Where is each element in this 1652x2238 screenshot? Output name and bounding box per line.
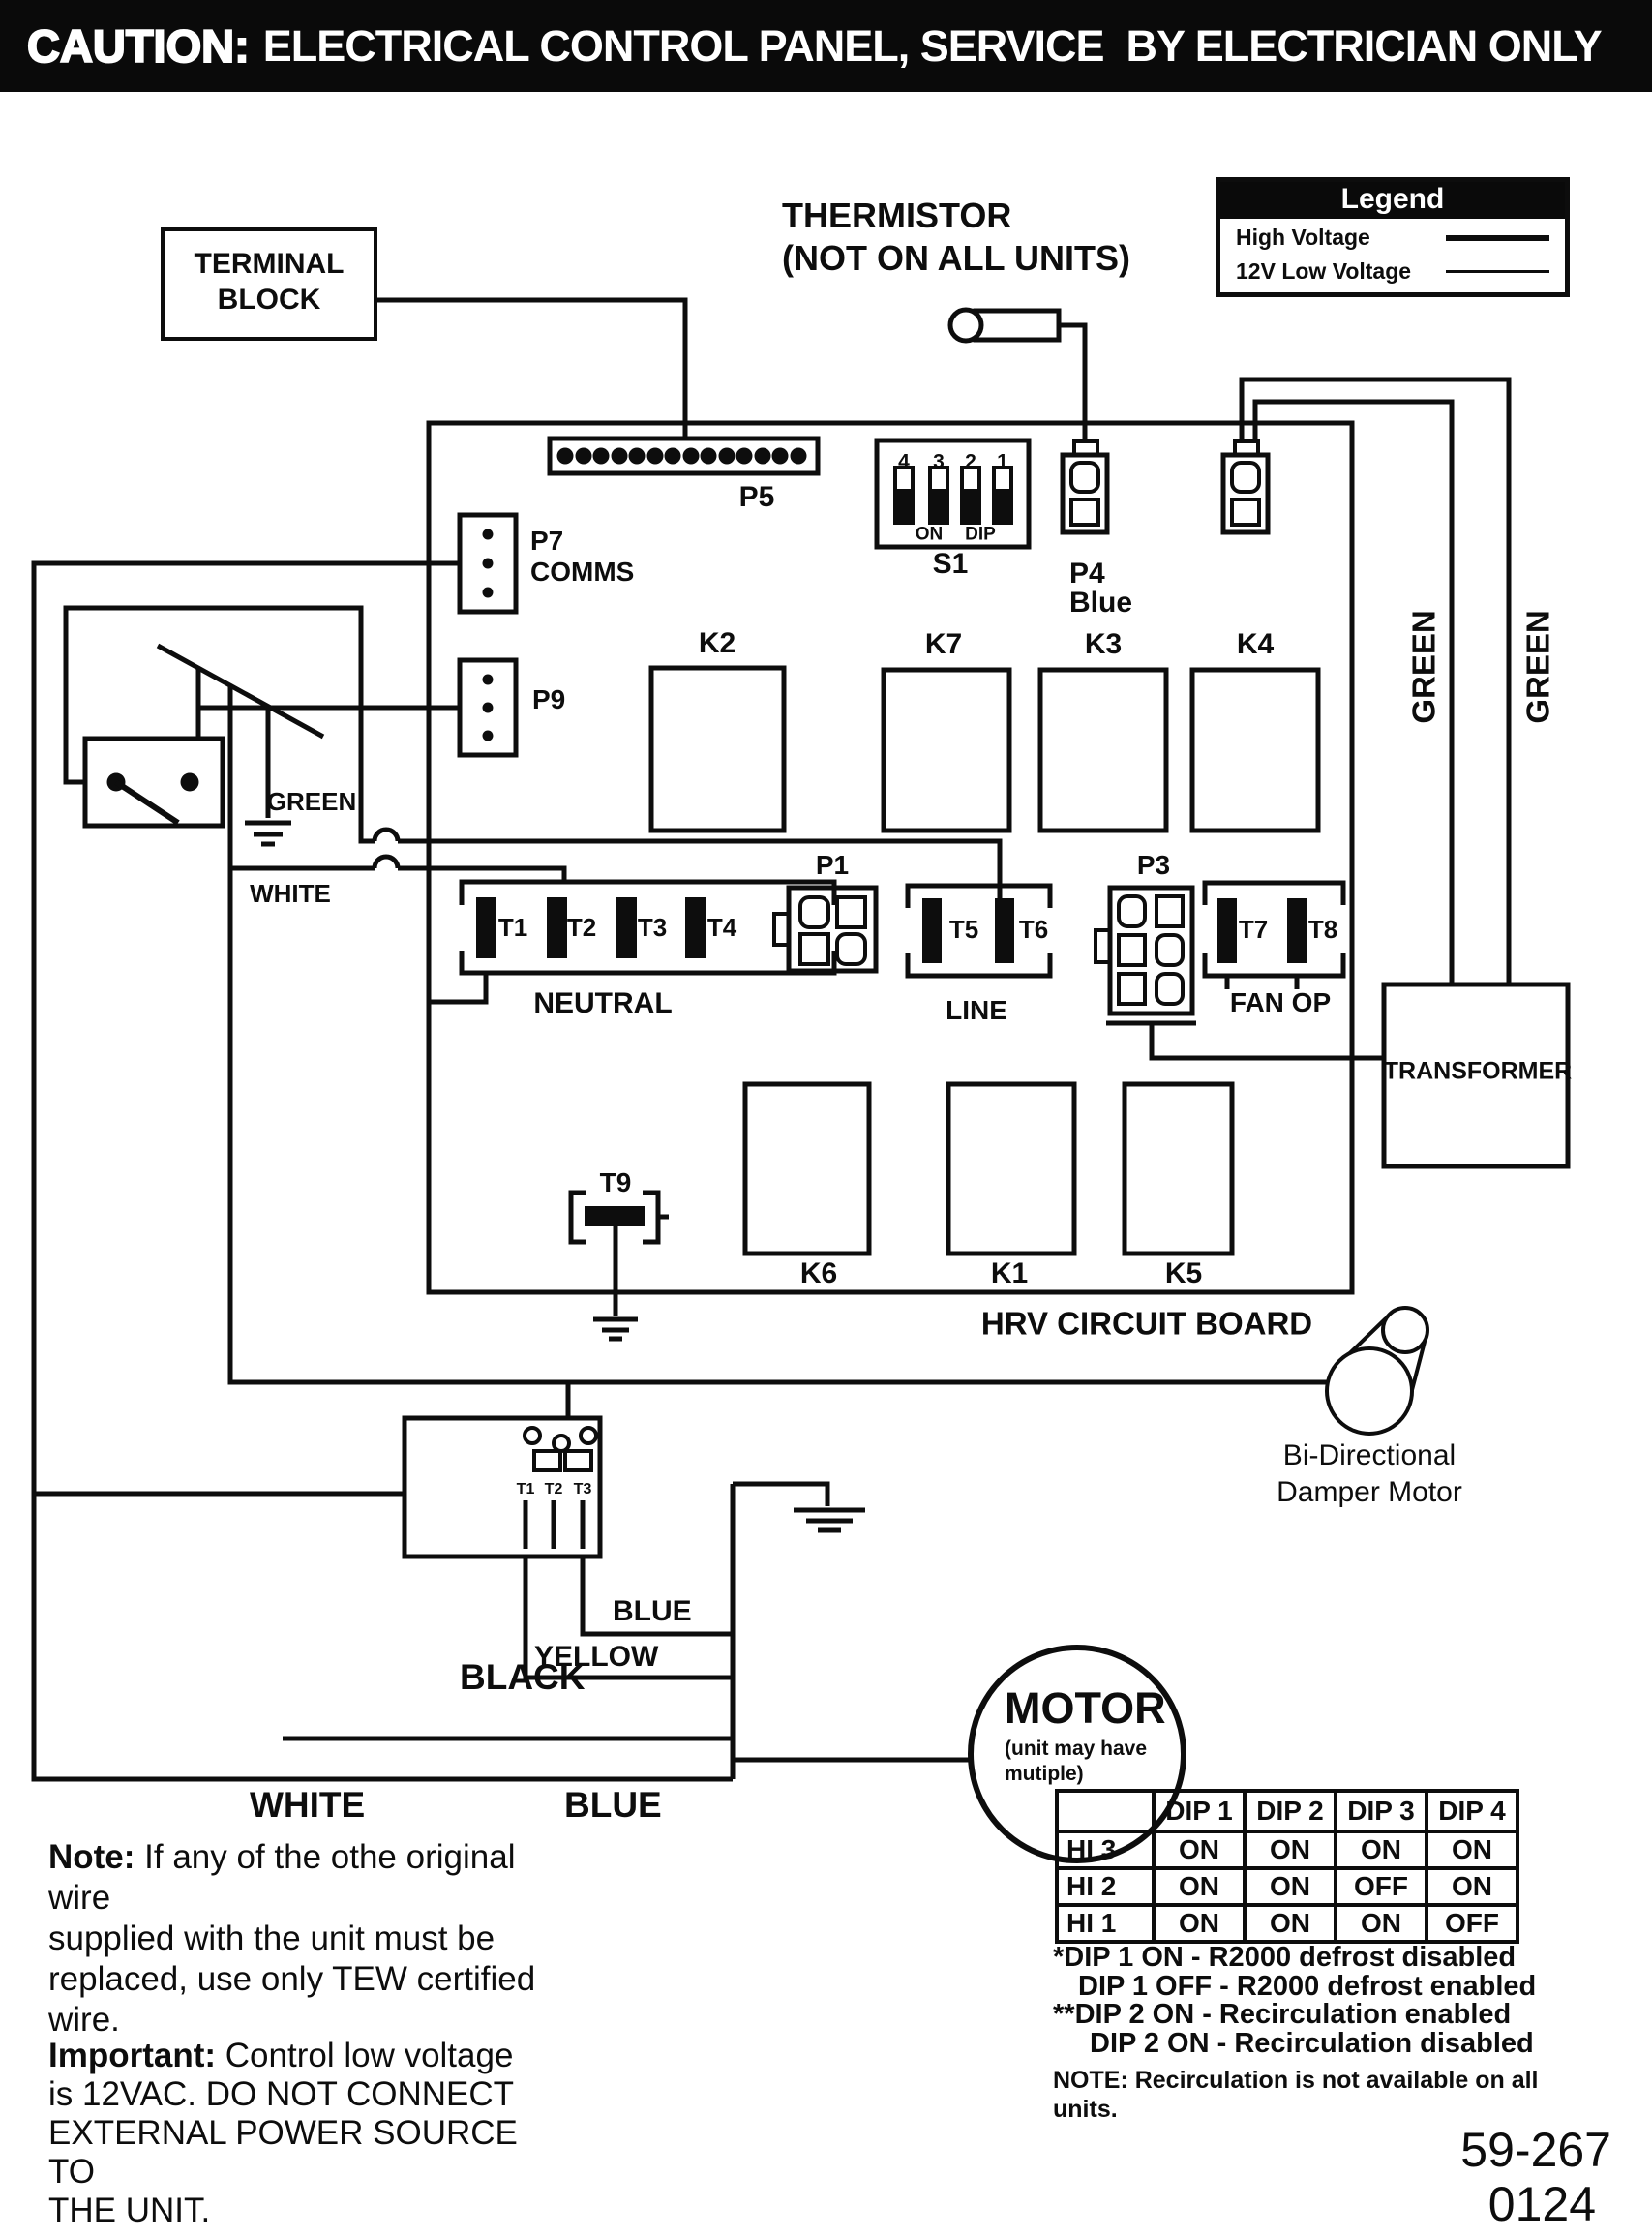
s1-pos-4: 4	[898, 450, 910, 473]
legend-high-voltage-label: High Voltage	[1236, 225, 1370, 250]
table-row	[1057, 1868, 1517, 1905]
dip-settings-table	[1055, 1789, 1519, 1944]
terminal-block-label-2: BLOCK	[217, 284, 321, 316]
p1-label: P1	[815, 850, 850, 880]
relay-k3-label: K3	[1084, 628, 1123, 660]
cell: ON	[1336, 1831, 1427, 1868]
cell: ON	[1245, 1905, 1336, 1942]
cell: ON	[1427, 1868, 1517, 1905]
dip-note-3: **DIP 2 ON - Recirculation enabled	[1053, 1999, 1512, 2030]
board-title: HRV CIRCUIT BOARD	[980, 1305, 1313, 1342]
document-number: 59-267	[1460, 2123, 1611, 2177]
t1-label: T1	[497, 913, 528, 942]
motor-terminal-module	[405, 1418, 600, 1557]
low-voltage-warning	[48, 2037, 552, 2230]
connector-p5	[550, 439, 818, 473]
relay-k1-label: K1	[990, 1257, 1029, 1289]
t9-label: T9	[599, 1167, 632, 1197]
module-t3-label: T3	[573, 1481, 592, 1497]
dip-note-1: *DIP 1 ON - R2000 defrost disabled	[1053, 1942, 1517, 1973]
important-line-1: Control low voltage	[216, 2037, 514, 2074]
document-code: 0124	[1487, 2177, 1596, 2231]
legend	[1216, 177, 1570, 297]
p7-comms-label: COMMS	[530, 557, 635, 587]
note-line-1: If any of the othe original wire	[48, 1838, 516, 1917]
legend-low-voltage-label: 12V Low Voltage	[1236, 258, 1412, 284]
neutral-label: NEUTRAL	[533, 987, 673, 1019]
s1-dip-label: DIP	[965, 524, 996, 545]
t5-label: T5	[948, 915, 979, 944]
t3-label: T3	[637, 913, 668, 942]
legend-title: Legend	[1220, 182, 1565, 219]
table-corner	[1057, 1791, 1154, 1831]
cell: ON	[1245, 1868, 1336, 1905]
note-line-3: replaced, use only TEW certified	[48, 1960, 536, 1998]
t9-terminal	[571, 1193, 669, 1339]
door-switch	[85, 739, 223, 826]
dip-note-4: DIP 2 ON - Recirculation disabled	[1090, 2027, 1534, 2059]
relay-k4-label: K4	[1236, 628, 1275, 660]
thermistor-label-1: THERMISTOR	[782, 196, 1012, 235]
cell: ON	[1336, 1905, 1427, 1942]
important-line-2: is 12VAC. DO NOT CONNECT	[48, 2075, 514, 2113]
cell: ON	[1154, 1868, 1245, 1905]
blue-wire-label-upper: BLUE	[613, 1595, 692, 1627]
connector-p1	[774, 888, 876, 971]
important-line-4: THE UNIT.	[48, 2192, 211, 2229]
dip-notes	[1053, 1944, 1595, 2124]
green-wire-label-right-2: GREEN	[1519, 610, 1556, 724]
connector-green-plug	[1223, 379, 1509, 984]
important-line-3: EXTERNAL POWER SOURCE TO	[48, 2114, 518, 2191]
cell: OFF	[1427, 1905, 1517, 1942]
white-wire-label-bottom: WHITE	[250, 1785, 366, 1825]
black-wire-label: BLACK	[460, 1657, 586, 1697]
connector-p4	[1063, 441, 1107, 532]
motor-sub-2: mutiple)	[1005, 1763, 1084, 1785]
row-hi2: HI 2	[1057, 1868, 1154, 1905]
module-t2-label: T2	[544, 1481, 563, 1497]
important-prefix: Important:	[48, 2037, 217, 2074]
wire-replacement-note	[48, 1837, 552, 2041]
dip-note-2: DIP 1 OFF - R2000 defrost enabled	[1078, 1970, 1537, 2002]
row-hi3: HI 3	[1057, 1831, 1154, 1868]
connector-p7	[460, 515, 516, 612]
s1-pos-1: 1	[997, 450, 1008, 473]
high-voltage-line-sample	[1446, 235, 1549, 241]
s1-on-label: ON	[915, 524, 944, 545]
t4-label: T4	[706, 913, 737, 942]
col-dip2: DIP 2	[1245, 1791, 1336, 1831]
dip-note-recirculation: NOTE: Recirculation is not available on all units.	[1053, 2067, 1539, 2123]
thermistor-label-2: (NOT ON ALL UNITS)	[782, 238, 1130, 278]
note-line-2: supplied with the unit must be	[48, 1920, 496, 1957]
table-row	[1057, 1905, 1517, 1942]
damper-motor-symbol	[1327, 1308, 1427, 1434]
s1-pos-2: 2	[965, 450, 976, 473]
t2-label: T2	[566, 913, 597, 942]
terminal-block-label-1: TERMINAL	[194, 248, 345, 280]
cell: ON	[1245, 1831, 1336, 1868]
t8-label: T8	[1307, 915, 1338, 944]
motor-label: MOTOR	[1005, 1683, 1166, 1733]
t6-label: T6	[1018, 915, 1049, 944]
p7-label: P7	[530, 526, 564, 556]
p4-label: P4	[1069, 558, 1105, 590]
p9-label: P9	[532, 684, 566, 714]
damper-label-2: Damper Motor	[1277, 1476, 1462, 1508]
relay-boxes-bottom	[745, 1084, 1232, 1254]
p3-label: P3	[1136, 850, 1171, 880]
module-t1-label: T1	[516, 1481, 535, 1497]
col-dip4: DIP 4	[1427, 1791, 1517, 1831]
green-wire-label-right-1: GREEN	[1405, 610, 1442, 724]
wiring-bottom	[283, 1481, 972, 1779]
relay-k6-label: K6	[799, 1257, 838, 1289]
cell: ON	[1154, 1905, 1245, 1942]
yellow-wire-label: YELLOW	[534, 1641, 659, 1673]
caution-text: ELECTRICAL CONTROL PANEL, SERVICE BY ELECTRICIAN ONLY	[262, 20, 1602, 71]
terminal-block-wire	[375, 300, 685, 439]
col-dip3: DIP 3	[1336, 1791, 1427, 1831]
damper-label-1: Bi-Directional	[1282, 1439, 1457, 1471]
fan-op-label: FAN OP	[1229, 987, 1332, 1017]
green-wire-label-left: GREEN	[266, 787, 357, 816]
hrv-circuit-board-outline	[429, 423, 1352, 1292]
note-prefix: Note:	[48, 1838, 135, 1876]
t7-label: T7	[1238, 915, 1269, 944]
white-wire-label-left: WHITE	[250, 879, 331, 908]
caution-word: CAUTION:	[27, 20, 250, 72]
relay-k5-label: K5	[1164, 1257, 1203, 1289]
relay-k7-label: K7	[924, 628, 963, 660]
row-hi1: HI 1	[1057, 1905, 1154, 1942]
cell: ON	[1154, 1831, 1245, 1868]
table-row	[1057, 1831, 1517, 1868]
transformer-label: TRANSFORMER	[1383, 1057, 1573, 1085]
p4-color-label: Blue	[1069, 587, 1133, 619]
s1-label: S1	[932, 548, 969, 580]
blue-wire-label-bottom: BLUE	[564, 1785, 662, 1825]
p5-label: P5	[738, 481, 775, 513]
connector-p3	[1096, 888, 1384, 1058]
motor-sub-1: (unit may have	[1005, 1738, 1148, 1760]
relay-boxes-top	[651, 668, 1318, 831]
col-dip1: DIP 1	[1154, 1791, 1245, 1831]
low-voltage-line-sample	[1446, 270, 1549, 273]
relay-k2-label: K2	[698, 627, 736, 659]
connector-p9	[460, 660, 516, 755]
cell: ON	[1427, 1831, 1517, 1868]
s1-pos-3: 3	[933, 450, 945, 473]
cell: OFF	[1336, 1868, 1427, 1905]
note-line-4: wire.	[48, 2001, 120, 2039]
line-label: LINE	[946, 995, 1007, 1025]
